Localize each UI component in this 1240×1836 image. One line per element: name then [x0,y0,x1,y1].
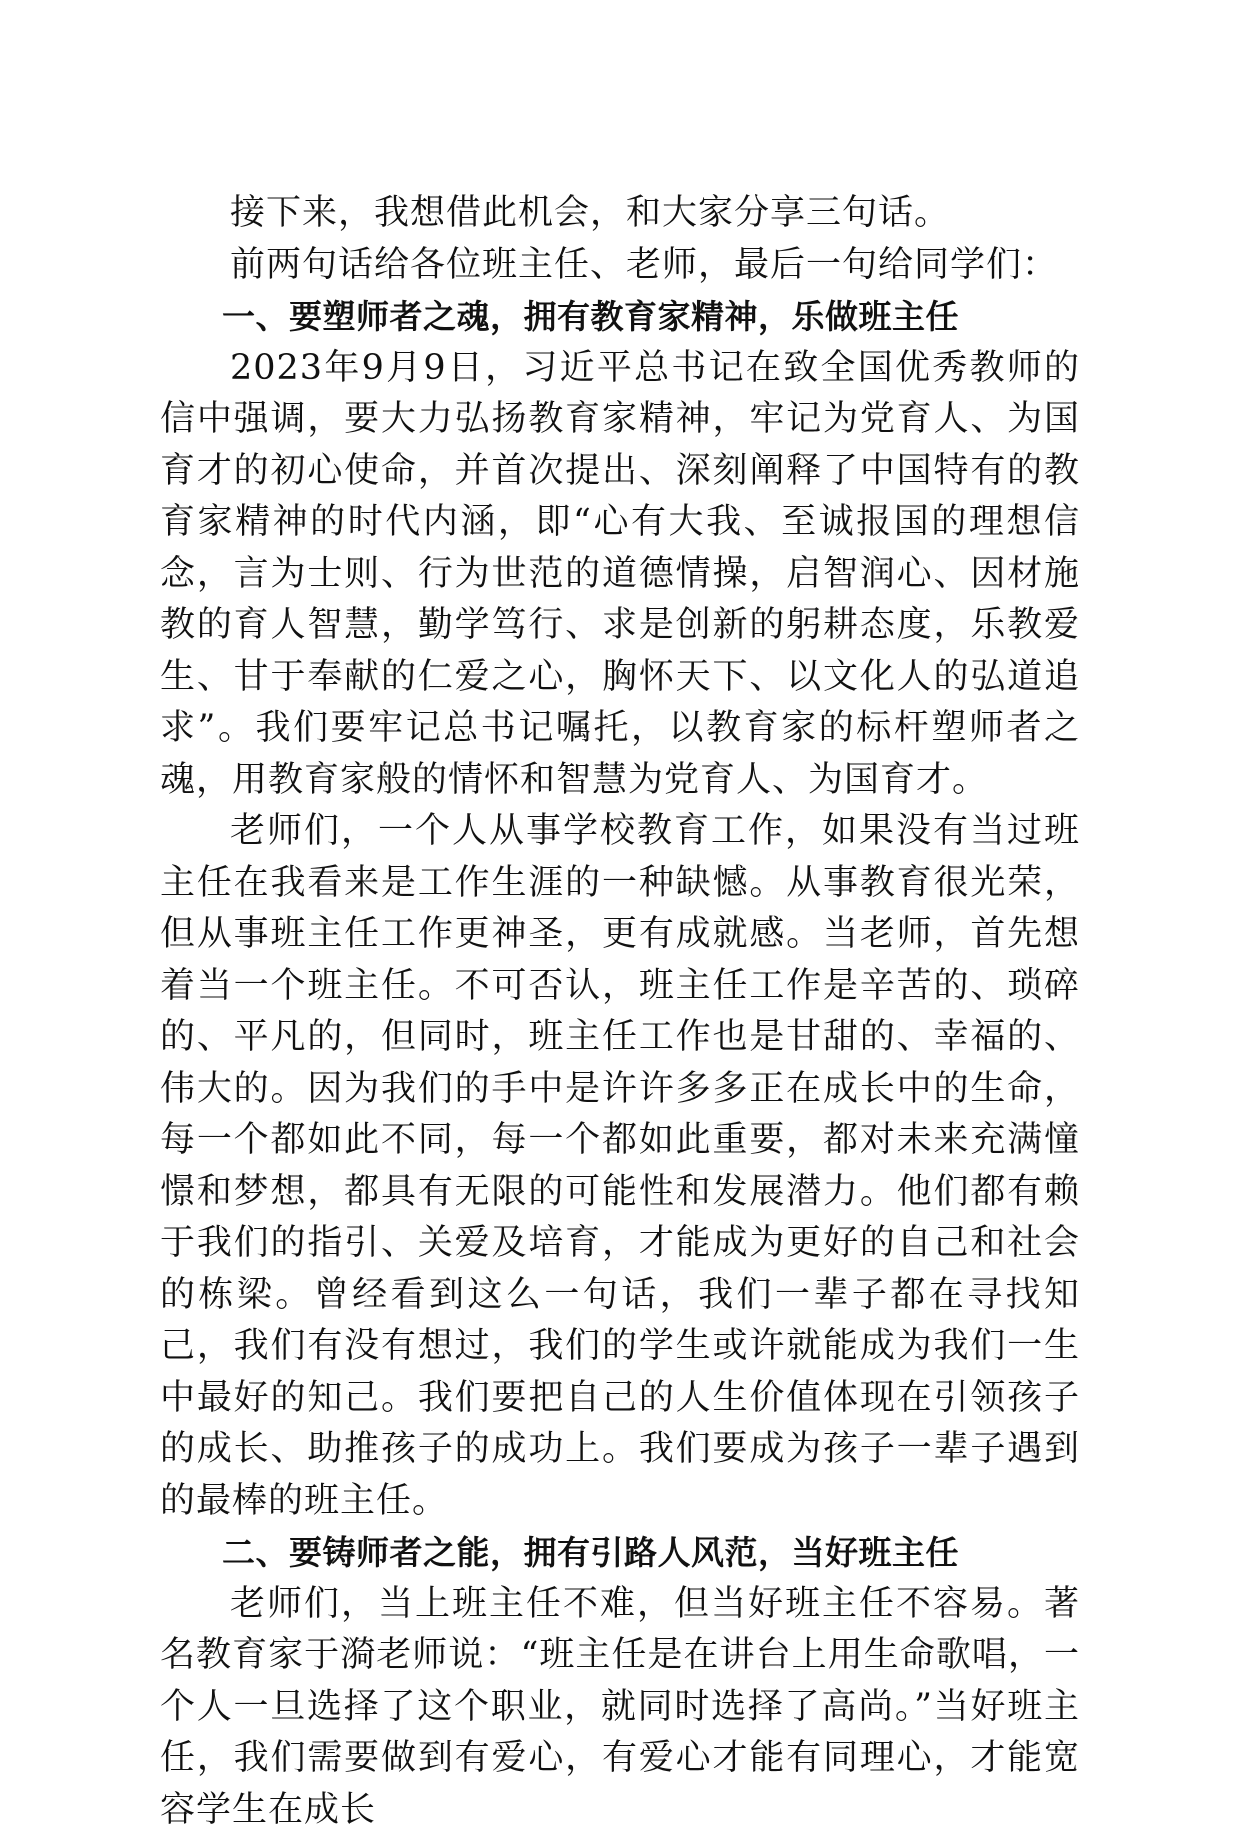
body-paragraph: 老师们，当上班主任不难，但当好班主任不容易。著名教育家于漪老师说：“班主任是在讲台上用生命歌唱，一个人一旦选择了这个职业，就同时选择了高尚。”当好班主任，我们需要做到有爱心，有爱心才能有同理心，才能宽容学生在成长 [160,1579,1080,1836]
section-heading-1: 一、要塑师者之魂，拥有教育家精神，乐做班主任 [160,291,1080,343]
intro-paragraph: 接下来，我想借此机会，和大家分享三句话。 [160,188,1080,240]
intro-paragraph: 前两句话给各位班主任、老师，最后一句给同学们： [160,240,1080,292]
body-paragraph: 老师们，一个人从事学校教育工作，如果没有当过班主任在我看来是工作生涯的一种缺憾。从事教育很光荣，但从事班主任工作更神圣，更有成就感。当老师，首先想着当一个班主任。不可否认，班主任工作是辛苦的、琐碎的、平凡的，但同时，班主任工作也是甘甜的、幸福的、伟大的。因为我们的手中是许许多多正在成长中的生命，每一个都如此不同，每一个都如此重要，都对未来充满憧憬和梦想，都具有无限的可能性和发展潜力。他们都有赖于我们的指引、关爱及培育，才能成为更好的自己和社会的栋梁。曾经看到这么一句话，我们一辈子都在寻找知己，我们有没有想过，我们的学生或许就能成为我们一生中最好的知己。我们要把自己的人生价值体现在引领孩子的成长、助推孩子的成功上。我们要成为孩子一辈子遇到的最棒的班主任。 [160,806,1080,1527]
section-heading-2: 二、要铸师者之能，拥有引路人风范，当好班主任 [160,1527,1080,1579]
document-body [160,188,1080,1836]
body-paragraph: 2023年9月9日，习近平总书记在致全国优秀教师的信中强调，要大力弘扬教育家精神，牢记为党育人、为国育才的初心使命，并首次提出、深刻阐释了中国特有的教育家精神的时代内涵，即“心有大我、至诚报国的理想信念，言为士则、行为世范的道德情操，启智润心、因材施教的育人智慧，勤学笃行、求是创新的躬耕态度，乐教爱生、甘于奉献的仁爱之心，胸怀天下、以文化人的弘道追求”。我们要牢记总书记嘱托，以教育家的标杆塑师者之魂，用教育家般的情怀和智慧为党育人、为国育才。 [160,343,1080,807]
